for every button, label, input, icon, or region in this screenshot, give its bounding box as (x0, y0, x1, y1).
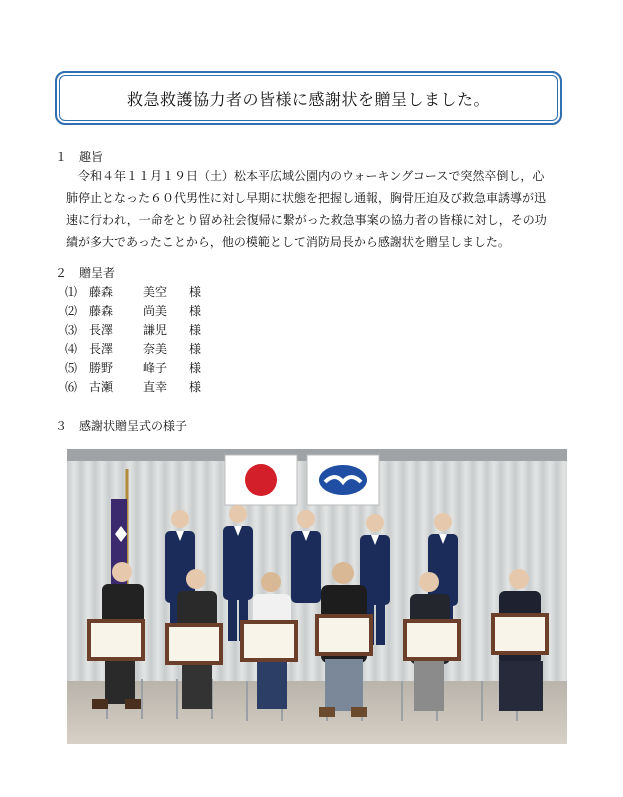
recipient-honorific: 様 (189, 323, 202, 337)
section-1-title: 趣旨 (79, 150, 104, 164)
recipient-honorific: 様 (189, 361, 202, 375)
section-1-heading (55, 148, 103, 165)
ceremony-photo-illustration (67, 449, 567, 744)
recipient-item (65, 359, 201, 376)
recipient-last-name: 藤森 (89, 304, 114, 318)
recipient-number: ⑸ (65, 361, 78, 375)
recipient-number: ⑶ (65, 323, 78, 337)
recipient-number: ⑵ (65, 304, 78, 318)
ceremony-photo (67, 449, 567, 744)
section-1-number: １ (55, 150, 68, 164)
section-1-paragraph (66, 165, 586, 253)
recipient-honorific: 様 (189, 380, 202, 394)
recipient-item (65, 302, 201, 319)
recipient-first-name: 奈美 (143, 342, 168, 356)
paragraph-line: 令和４年１１月１９日（土）松本平広域公園内のウォーキングコースで突然卒倒し，心 (78, 169, 545, 183)
section-3-title: 感謝状贈呈式の様子 (79, 419, 188, 433)
recipient-number: ⑹ (65, 380, 78, 394)
section-2-number: ２ (55, 266, 68, 280)
recipient-item (65, 283, 201, 300)
recipient-first-name: 峰子 (143, 361, 168, 375)
recipient-honorific: 様 (189, 342, 202, 356)
recipient-last-name: 藤森 (89, 285, 114, 299)
recipient-item (65, 378, 201, 395)
recipient-honorific: 様 (189, 304, 202, 318)
recipient-first-name: 美空 (143, 285, 168, 299)
page-title: 救急救護協力者の皆様に感謝状を贈呈しました。 (126, 89, 490, 109)
recipient-number: ⑷ (65, 342, 78, 356)
title-box (55, 71, 562, 125)
recipient-last-name: 長澤 (89, 323, 114, 337)
recipient-first-name: 謙児 (143, 323, 168, 337)
paragraph-line: 績が多大であったことから，他の模範として消防局長から感謝状を贈呈しました。 (66, 235, 510, 249)
section-2-heading (55, 264, 115, 281)
recipient-last-name: 古瀬 (89, 380, 114, 394)
section-3-number: ３ (55, 419, 68, 433)
recipient-last-name: 長澤 (89, 342, 114, 356)
section-2-title: 贈呈者 (79, 266, 116, 280)
japan-flag (225, 455, 297, 505)
paragraph-line: 肺停止となった６０代男性に対し早期に状態を把握し通報，胸骨圧迫及び救急車誘導が迅 (66, 191, 547, 205)
section-3-heading (55, 417, 187, 434)
recipient-first-name: 尚美 (143, 304, 168, 318)
recipient-item (65, 321, 201, 338)
recipient-first-name: 直幸 (143, 380, 168, 394)
municipal-flag (307, 455, 379, 505)
recipient-honorific: 様 (189, 285, 202, 299)
recipient-item (65, 340, 201, 357)
recipient-last-name: 勝野 (89, 361, 114, 375)
recipient-number: ⑴ (65, 285, 78, 299)
paragraph-line: 速に行われ，一命をとり留め社会復帰に繋がった救急事案の協力者の皆様に対し，その功 (66, 213, 547, 227)
